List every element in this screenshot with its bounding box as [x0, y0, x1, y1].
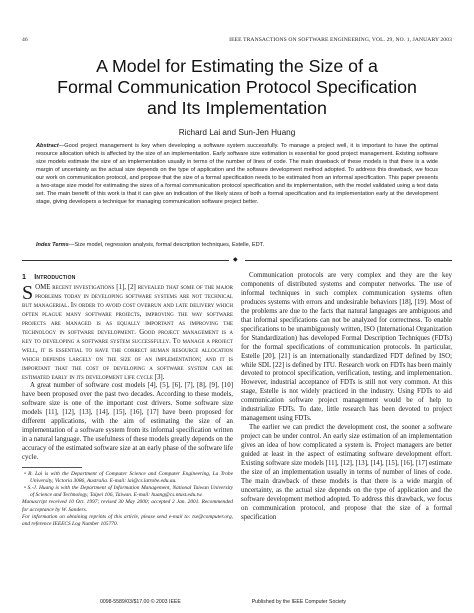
divider-line-right	[245, 260, 452, 261]
section-title: Introduction	[34, 272, 76, 281]
title-line: and Its Implementation	[147, 98, 327, 118]
index-terms-text: —Size model, regression analysis, formal description techniques, Estelle, EDT.	[68, 242, 264, 248]
body-paragraph: Communication protocols are very complex and they are the key components of distributed systems and computer networks. The use of informal techniques in such complex communication systems often produces systems with errors and undesirable behaviors [18], [19]. Most of the problems are due to the facts that natural languages are ambiguous and that informal specifications can not be analyzed for correctness. To enable specifications to be unambiguously written, ISO (International Organization for Standardization) has developed Formal Description Techniques (FDTs) for the formal specifications of communication protocols. In particular, Estelle [20], [21] is an internationally standardized FDT defined by ISO; while SDL [22] is defined by ITU. Research work on FDTs has been mainly devoted to protocol specification, verification, testing, and implementation. However, industrial acceptance of FDTs is still not very common. At this stage, Estelle is not widely practiced in the industry. Using FDTs to aid communication software project management would be of help to industrialize FDTs. To date, little research has been devoted to project management using FDTs.	[241, 272, 452, 423]
abstract-text: —Good project management is key when developing a software system successfully. To manage a project well, it is important to have the optimal resource allocation which is affected by the size of an implementation. Early software size estimation is essential for good project management. Existing software size models estimate the size of an implementation usually in terms of the number of lines of code. The main drawback of these models is that there is a wide margin of uncertainty as the actual size depends on the type of application and the software development method adopted. To address this drawback, we focus our work on communication protocol, and propose that the size of a formal specification needs to be estimated from an informal specification. This paper presents a two-stage size model for estimating the sizes of a formal communication protocol specification and its implementation, with the model validated using a test data set. The main benefit of this work is that it can give an indication of the likely sizes of both a formal specification and its implementation early at the development stage, giving developers a technique for managing communication software project better.	[36, 143, 438, 205]
page-footer	[22, 598, 452, 606]
paragraph-text: OME recent investigations [1], [2] revealed that some of the major problems today in developing software systems are not technical but managerial. In order to avoid cost overrun and late delivery which often plague many software projects, improving the way software projects are managed is as equally important as improving the technology in software development. Good project management is a key to developing a software system successfully. To manage a project well, it is essential to have the correct human resource allocation which depends largely on the size of an implementation; and it is important that the cost of developing a software system can be estimated early in its development life cycle [3].	[22, 284, 233, 381]
page-number: 46	[22, 37, 28, 43]
journal-header: IEEE TRANSACTIONS ON SOFTWARE ENGINEERING, VOL. 29, NO. 1, JANUARY 2003	[229, 37, 452, 43]
abstract	[36, 142, 438, 206]
right-column	[241, 272, 452, 523]
section-heading	[22, 272, 233, 282]
section-number: 1	[22, 272, 27, 281]
running-head	[22, 36, 452, 45]
authors: Richard Lai and Sun-Jen Huang	[178, 128, 296, 137]
intro-paragraph	[22, 284, 233, 382]
footnote-reprints: For information on obtaining reprints of this article, please send e-mail to: tse@computer.org, and reference IEEECS Log Number 105770.	[22, 513, 233, 527]
index-terms	[36, 241, 438, 249]
left-column	[22, 272, 233, 528]
footnotes	[22, 471, 233, 528]
footnote-manuscript: Manuscript received 10 Oct. 1997; revised 30 May 2000; accepted 2 Jan. 2001. Recommended for acceptance by W. Sanders.	[22, 499, 233, 513]
dropcap-letter: S	[22, 282, 34, 304]
index-terms-label: Index Terms	[36, 242, 69, 248]
footnote-affiliation: • R. Lai is with the Department of Computer Science and Computer Engineering, La Trobe University, Victoria 3086, Australia. E-mail: lai@cs.latrobe.edu.au.	[24, 471, 233, 485]
body-paragraph: A great number of software cost models [4], [5], [6], [7], [8], [9], [10] have been proposed over the past two decades. According to these models, software size is one of the important cost drivers. Some software size models [11], [12], [13], [14], [15], [16], [17] have been proposed for different applications, with the aim of estimating the size of an implementation of a software system from its informal specification written in a natural language. The usefulness of these models greatly depends on the accuracy of the estimated software size at an early phase of the software life cycle.	[22, 382, 233, 462]
footnote-affiliation: • S.-J. Huang is with the Department of Information Management, National Taiwan University of Science and Technology, Taipei 106, Taiwan. E-mail: huang@cs.ntust.edu.tw.	[24, 485, 233, 499]
copyright-code: 0098-5589/03/$17.00 © 2003 IEEE	[100, 599, 181, 605]
section-divider	[22, 257, 452, 263]
divider-line-left	[22, 260, 229, 261]
divider-diamond-icon: ◆	[233, 257, 238, 263]
abstract-label: Abstract	[36, 143, 59, 149]
paper-title	[24, 56, 450, 119]
title-line: Formal Communication Protocol Specification	[57, 77, 417, 97]
body-paragraph: The earlier we can predict the development cost, the sooner a software project can be under control. An early size estimation of an implementation gives an idea of how complicated a system is. Project managers are better guided at least in the aspect of estimating software development effort. Existing software size models [11], [12], [13], [14], [15], [16], [17] estimate the size of an implementation usually in terms of number of lines of code. The main drawback of these models is that there is a wide margin of uncertainty, as the actual size depends on the type of application and the software development method adopted. To address this drawback, we focus on communication protocol, and propose that the size of a formal specification	[241, 424, 452, 521]
title-line: A Model for Estimating the Size of a	[96, 56, 378, 76]
footnote-rule	[22, 467, 82, 468]
publisher-line: Published by the IEEE Computer Society	[251, 599, 346, 605]
